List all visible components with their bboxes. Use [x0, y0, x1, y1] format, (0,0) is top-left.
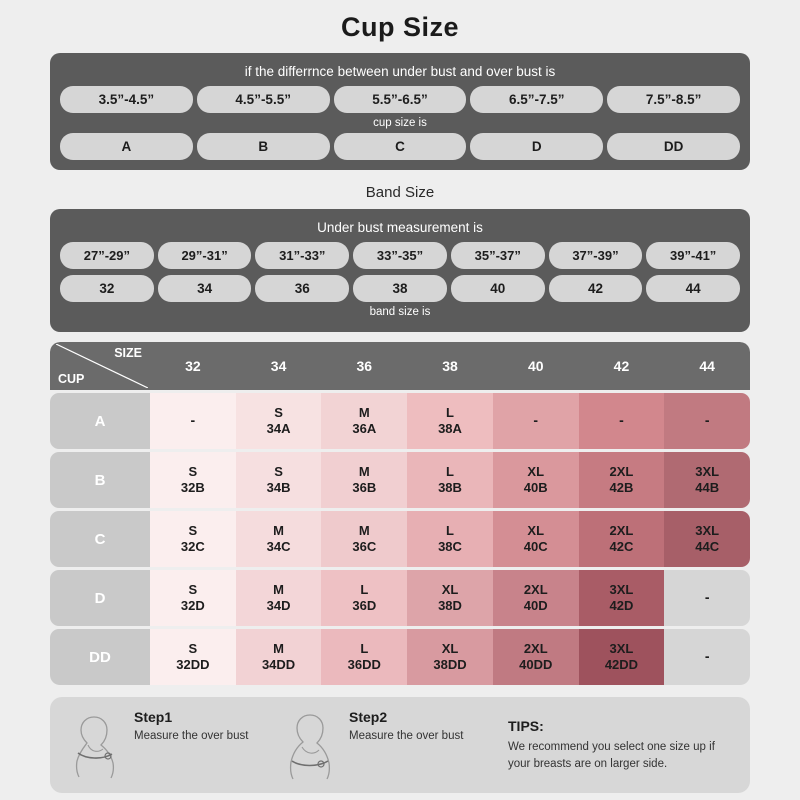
band-size-row	[60, 275, 740, 302]
footer-tips-bar	[50, 697, 750, 793]
band-panel-heading: Under bust measurement is	[317, 220, 483, 235]
matrix-cell-code: 40DD	[519, 657, 553, 672]
step2-block	[279, 709, 494, 781]
matrix-cell	[579, 511, 665, 567]
matrix-cell	[236, 511, 322, 567]
matrix-row-label: A	[50, 393, 150, 449]
matrix-cell-code: 36D	[352, 598, 377, 613]
matrix-cell-size: L	[446, 463, 454, 479]
matrix-cell-size: L	[360, 640, 369, 656]
matrix-cell	[579, 570, 665, 626]
band-size-cell: 36	[255, 275, 349, 302]
step1-text	[134, 709, 248, 745]
step1-subtitle: Measure the over bust	[134, 730, 249, 742]
matrix-col-header: 38	[442, 358, 458, 374]
band-size-cell: 38	[353, 275, 447, 302]
matrix-cell	[150, 570, 236, 626]
matrix-col-header: 44	[699, 358, 715, 374]
matrix-cell-size: -	[533, 412, 539, 429]
cup-size-cell: A	[60, 133, 193, 160]
matrix-cell-size: S	[188, 581, 198, 597]
band-range-cell: 31”-33”	[255, 242, 349, 269]
matrix-cell	[236, 570, 322, 626]
matrix-cell-code: 36DD	[347, 657, 381, 672]
matrix-col-header: 42	[613, 358, 630, 374]
tips-body: We recommend you select one size up if your breasts are on larger side.	[508, 741, 715, 770]
matrix-cell-size: XL	[527, 522, 545, 538]
matrix-cell-code: 32DD	[176, 657, 210, 672]
matrix-cell-size: 3XL	[609, 640, 634, 656]
matrix-cell	[321, 511, 407, 567]
matrix-cell	[579, 393, 665, 449]
matrix-cell	[493, 629, 579, 685]
matrix-col-header: 40	[527, 358, 544, 374]
matrix-cell-size: S	[188, 640, 198, 656]
step1-title: Step1	[134, 709, 173, 725]
matrix-cell	[579, 629, 665, 685]
matrix-row-label: C	[50, 511, 150, 567]
matrix-cell-size: -	[704, 589, 710, 606]
matrix-cell-size: L	[446, 522, 454, 538]
matrix-cell-size: M	[273, 581, 284, 597]
band-range-cell: 29”-31”	[158, 242, 252, 269]
matrix-cell-code: 34B	[266, 480, 291, 495]
matrix-cell-size: -	[619, 412, 624, 429]
step2-title: Step2	[349, 709, 388, 725]
matrix-cell	[407, 511, 493, 567]
matrix-cell	[493, 511, 579, 567]
band-size-section-label: Band Size	[365, 184, 435, 201]
matrix-cell-code: 32C	[180, 539, 205, 554]
band-size-cell: 34	[158, 275, 252, 302]
matrix-cell-size: S	[274, 463, 283, 479]
matrix-cell-size: S	[188, 522, 198, 538]
matrix-cell	[407, 393, 493, 449]
matrix-cell-size: 2XL	[609, 522, 634, 538]
matrix-cell-size: M	[273, 640, 284, 656]
matrix-cell-size: 3XL	[695, 463, 720, 479]
matrix-cell-code: 36B	[352, 480, 377, 495]
cup-panel-caption: cup size is	[373, 117, 427, 129]
matrix-cell	[493, 452, 579, 508]
matrix-cell-size: L	[446, 404, 454, 420]
band-range-cell: 35”-37”	[451, 242, 545, 269]
matrix-cell	[236, 393, 322, 449]
matrix-cell	[407, 452, 493, 508]
matrix-cell	[579, 452, 665, 508]
matrix-cell	[664, 393, 750, 449]
matrix-cell-code: 34D	[266, 598, 291, 613]
table-row	[50, 452, 750, 508]
matrix-cell-size: 3XL	[609, 581, 634, 597]
matrix-cell-size: M	[273, 522, 284, 538]
band-range-cell: 33”-35”	[353, 242, 447, 269]
cup-range-cell: 5.5”-6.5”	[334, 86, 467, 113]
matrix-cell-code: 32D	[180, 598, 205, 613]
matrix-cell	[493, 570, 579, 626]
table-row	[50, 511, 750, 567]
matrix-body	[50, 393, 750, 685]
matrix-cell-code: 40D	[523, 598, 548, 613]
matrix-cell	[150, 393, 236, 449]
matrix-cell	[407, 570, 493, 626]
size-matrix	[50, 342, 750, 685]
step1-block	[64, 709, 279, 781]
matrix-cell-size: S	[274, 404, 283, 420]
matrix-cell-code: 44B	[695, 480, 720, 495]
step2-subtitle: Measure the over bust	[349, 730, 464, 742]
matrix-cell	[150, 511, 236, 567]
matrix-cell-size: -	[704, 648, 710, 665]
matrix-row-label: B	[50, 452, 150, 508]
matrix-cell-code: 42C	[609, 539, 634, 554]
band-range-cell: 37”-39”	[549, 242, 643, 269]
matrix-cell-size: L	[360, 581, 369, 597]
cup-size-panel	[50, 53, 750, 170]
measure-over-bust-figure-icon	[64, 709, 126, 781]
matrix-corner-size-label: SIZE	[114, 346, 142, 360]
matrix-cell-size: S	[188, 463, 198, 479]
matrix-cell	[664, 511, 750, 567]
matrix-corner-cup-label: CUP	[58, 372, 85, 386]
cup-range-cell: 6.5”-7.5”	[470, 86, 603, 113]
tips-block	[508, 718, 736, 771]
matrix-cell-code: 38DD	[433, 657, 467, 672]
matrix-cell-size: 2XL	[523, 581, 548, 597]
matrix-cell-code: 34DD	[261, 657, 296, 672]
matrix-corner-cell	[50, 342, 150, 390]
cup-range-cell: 7.5”-8.5”	[607, 86, 740, 113]
matrix-row-label: DD	[50, 629, 150, 685]
tips-title: TIPS:	[508, 718, 544, 735]
matrix-cell-size: XL	[441, 581, 459, 597]
band-range-cell: 39”-41”	[646, 242, 740, 269]
matrix-cell-code: 42B	[609, 480, 634, 495]
matrix-cell-size: M	[358, 463, 370, 479]
matrix-cell-code: 42DD	[604, 657, 639, 672]
matrix-header-row	[50, 342, 750, 390]
matrix-cell-code: 34C	[266, 539, 291, 554]
matrix-cell-code: 32B	[180, 480, 205, 495]
matrix-row-label: D	[50, 570, 150, 626]
band-size-cell: 32	[60, 275, 154, 302]
matrix-cell-code: 36C	[352, 539, 377, 554]
matrix-cell-size: M	[358, 404, 370, 420]
matrix-col-header: 36	[356, 358, 373, 374]
matrix-cell-size: XL	[527, 463, 545, 479]
cup-range-cell: 3.5”-4.5”	[60, 86, 193, 113]
matrix-cell-size: 2XL	[609, 463, 634, 479]
matrix-cell-code: 40C	[523, 539, 548, 554]
matrix-cell	[664, 452, 750, 508]
matrix-cell	[664, 570, 750, 626]
step2-text	[349, 709, 463, 745]
matrix-cell-code: 34A	[266, 421, 291, 436]
measure-under-bust-figure-icon	[279, 709, 341, 781]
cup-range-row	[60, 86, 740, 113]
matrix-cell	[150, 629, 236, 685]
cup-size-cell: DD	[607, 133, 740, 160]
matrix-cell	[321, 393, 407, 449]
band-size-cell: 40	[451, 275, 545, 302]
matrix-cell	[236, 629, 322, 685]
matrix-cell	[150, 452, 236, 508]
matrix-cell-code: 36A	[352, 421, 377, 436]
cup-size-cell: D	[470, 133, 603, 160]
cup-size-row	[60, 133, 740, 160]
cup-size-cell: C	[334, 133, 467, 160]
cup-panel-heading: if the differrnce between under bust and over bust is	[244, 64, 556, 79]
band-panel-caption: band size is	[369, 306, 431, 318]
matrix-cell-size: 2XL	[523, 640, 548, 656]
band-size-panel	[50, 209, 750, 332]
table-row	[50, 393, 750, 449]
matrix-cell-code: 38C	[438, 539, 462, 554]
matrix-cell-size: -	[190, 412, 196, 429]
band-range-cell: 27”-29”	[60, 242, 154, 269]
table-row	[50, 629, 750, 685]
matrix-cell-size: 3XL	[695, 522, 720, 538]
band-range-row	[60, 242, 740, 269]
matrix-cell-code: 42D	[609, 598, 634, 613]
band-size-cell: 44	[646, 275, 740, 302]
matrix-cell-code: 38D	[438, 598, 462, 613]
matrix-cell-code: 38B	[438, 480, 462, 495]
matrix-cell	[407, 629, 493, 685]
matrix-cell	[664, 629, 750, 685]
cup-range-cell: 4.5”-5.5”	[197, 86, 330, 113]
cup-size-cell: B	[197, 133, 330, 160]
matrix-cell-size: XL	[441, 640, 459, 656]
matrix-cell	[493, 393, 579, 449]
matrix-cell-code: 38A	[438, 421, 462, 436]
matrix-col-header: 34	[270, 358, 287, 374]
matrix-cell-code: 44C	[695, 539, 720, 554]
matrix-cell	[236, 452, 322, 508]
matrix-col-header: 32	[185, 358, 201, 374]
band-size-cell: 42	[549, 275, 643, 302]
matrix-cell-size: -	[704, 412, 710, 429]
matrix-cell-size: M	[358, 522, 370, 538]
page-title: Cup Size	[340, 12, 459, 42]
table-row	[50, 570, 750, 626]
matrix-cell-code: 40B	[523, 480, 548, 495]
matrix-cell	[321, 629, 407, 685]
matrix-cell	[321, 570, 407, 626]
matrix-cell	[321, 452, 407, 508]
